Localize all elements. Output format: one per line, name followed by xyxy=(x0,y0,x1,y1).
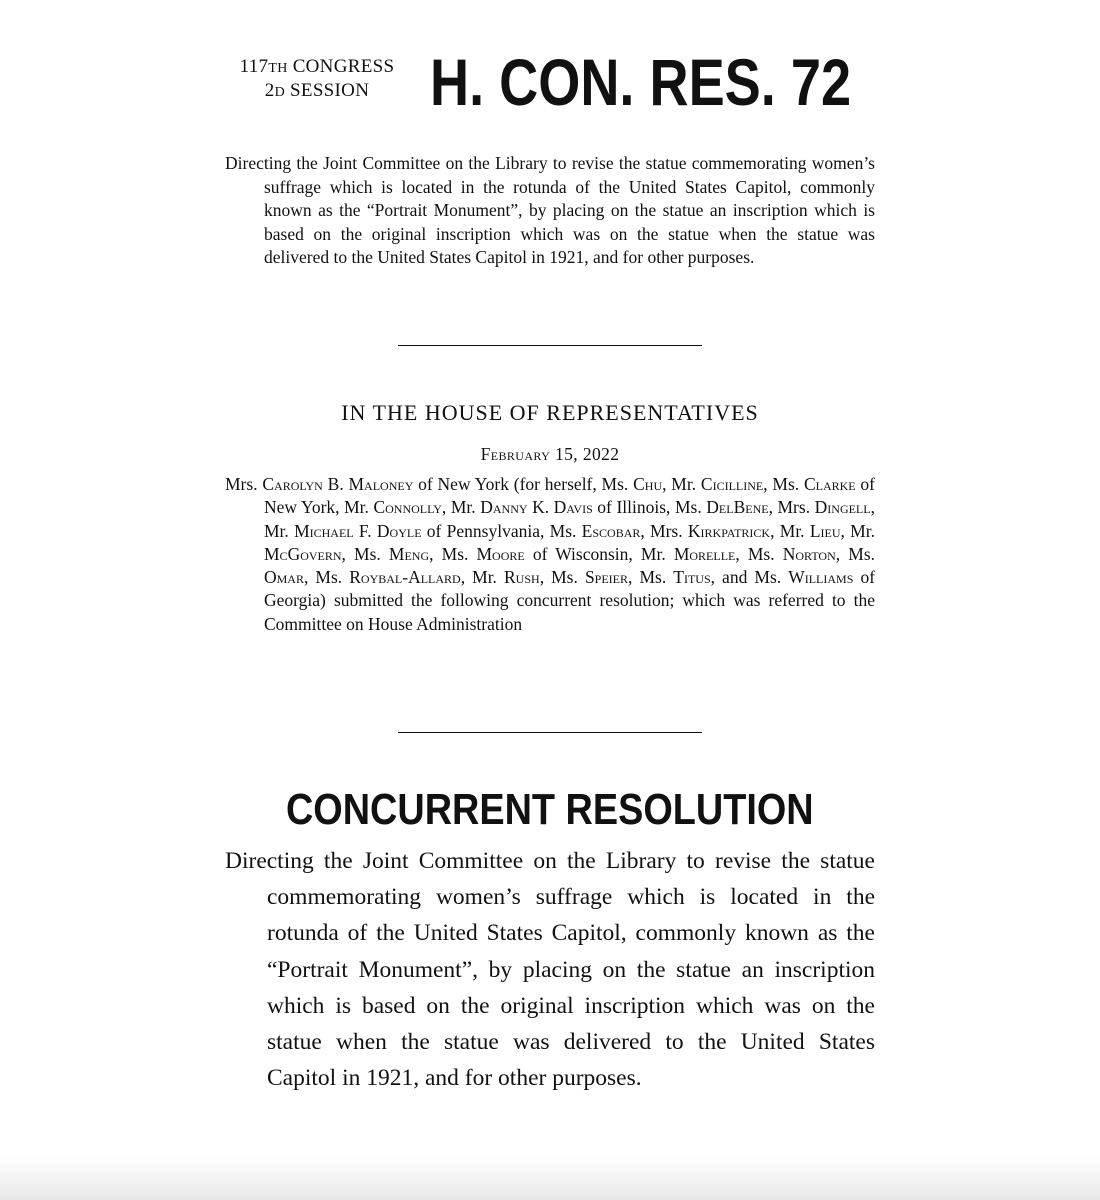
sponsor-name: Danny K. Davis xyxy=(480,497,593,518)
sponsor-text: of New York, Mr. xyxy=(264,474,875,518)
resolution-title-text: CONCURRENT RESOLUTION xyxy=(286,785,814,834)
congress-line: 117TH CONGRESS xyxy=(239,56,395,77)
sponsor-text: , Mr. xyxy=(460,567,504,588)
sponsor-name: DelBene xyxy=(706,497,769,518)
sponsor-name: Norton xyxy=(782,543,836,564)
sponsor-name: Kirkpatrick xyxy=(687,520,771,541)
sponsor-name: Cicilline xyxy=(700,474,764,494)
sponsor-name: Dingell xyxy=(814,497,871,518)
sponsor-name: Morelle xyxy=(673,543,736,564)
sponsor-text: of Pennsylvania, Ms. xyxy=(421,520,582,541)
introduction-date: February 15, 2022 xyxy=(480,444,620,464)
chamber-heading: IN THE HOUSE OF REPRESENTATIVES xyxy=(341,400,759,425)
resolution-title xyxy=(225,782,875,838)
sponsor-text: of Wisconsin, Mr. xyxy=(524,543,674,564)
sponsor-text: , Ms. xyxy=(341,543,389,564)
sponsor-name: Chu xyxy=(633,474,663,494)
sponsor-text: , and Ms. xyxy=(710,567,789,588)
sponsor-name: Meng xyxy=(388,543,430,564)
sponsor-name: Lieu xyxy=(809,520,841,541)
sponsor-name: Escobar xyxy=(581,520,641,541)
sponsor-name: Clarke xyxy=(803,474,856,494)
sponsors-paragraph xyxy=(225,473,875,636)
divider-rule xyxy=(398,345,702,346)
resolution-preamble: Directing the Joint Committee on the Library to revise the statue commemorating women’s suffrage which is located in the rotunda of the United States Capitol, commonly known as the “Portrait Monument”, by placing on the statue an inscription which is based on the original inscription which was on the statue when the statue was delivered to the United States Capitol in 1921, and for other purposes. xyxy=(225,848,875,1092)
document-header xyxy=(222,45,862,122)
sponsor-text: , Mr. xyxy=(264,497,875,541)
sponsor-text: , Ms. xyxy=(835,543,876,564)
sponsor-name: Connolly xyxy=(373,497,442,518)
sponsor-name: Speier xyxy=(584,567,629,588)
sponsor-text: , Mr. xyxy=(770,520,810,541)
bill-summary: Directing the Joint Committee on the Library to revise the statue commemorating women’s suffrage which is located in the rotunda of the United States Capitol, commonly known as the “Portrait Monument”, by placing on the statue an inscription which is based on the original inscription which was on the statue when the statue was delivered to the United States Capitol in 1921, and for other purposes. xyxy=(225,153,875,267)
divider-rule xyxy=(398,732,702,733)
sponsor-text: , Mr. xyxy=(840,520,875,541)
sponsor-text: , Ms. xyxy=(735,543,783,564)
sponsor-name: Williams xyxy=(788,567,854,588)
viewer-bottom-edge xyxy=(0,1156,1100,1200)
sponsor-text: , Ms. xyxy=(429,543,477,564)
sponsor-text: of Georgia) submitted the following concurrent resolution; which was referred to the Committee on House Administration xyxy=(264,567,876,634)
sponsor-text: , Mrs. xyxy=(768,497,815,518)
sponsor-text: , Ms. xyxy=(628,567,674,588)
sponsor-text: , Mr. xyxy=(662,474,701,494)
sponsor-text: , Ms. xyxy=(303,567,350,588)
sponsor-name: Titus xyxy=(673,567,711,588)
sponsor-text: of Illinois, Ms. xyxy=(592,497,707,518)
sponsor-text: of New York (for herself, Ms. xyxy=(413,474,634,494)
session-line: 2D SESSION xyxy=(264,80,370,101)
sponsor-name: Omar xyxy=(264,567,304,588)
sponsor-text: , Mr. xyxy=(441,497,481,518)
sponsor-text: , Ms. xyxy=(763,474,804,494)
sponsor-name: Moore xyxy=(476,543,525,564)
sponsor-name: Roybal-Allard xyxy=(349,567,461,588)
sponsor-name: McGovern xyxy=(264,543,342,564)
sponsor-text: Mrs. xyxy=(225,474,263,494)
sponsor-text: , Mrs. xyxy=(640,520,688,541)
bill-number: H. CON. RES. 72 xyxy=(430,45,852,119)
congress-session-label xyxy=(222,56,412,104)
sponsor-text: , Ms. xyxy=(539,567,585,588)
sponsor-name: Rush xyxy=(504,567,540,588)
sponsor-name: Michael F. Doyle xyxy=(294,520,422,541)
sponsor-name: Carolyn B. Maloney xyxy=(262,474,414,494)
